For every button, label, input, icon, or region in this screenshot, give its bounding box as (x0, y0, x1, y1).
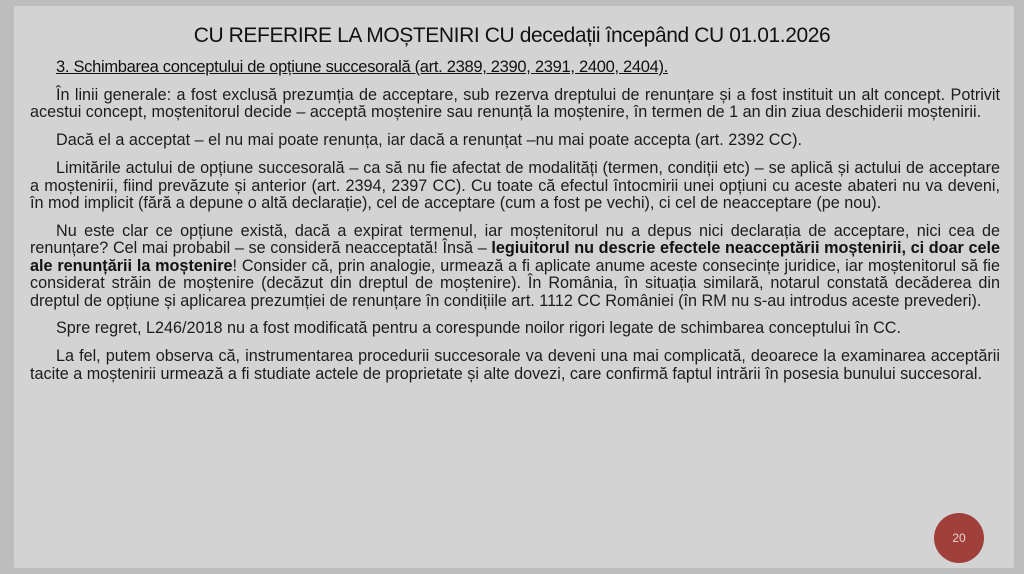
page-number-badge: 20 (934, 513, 984, 563)
paragraph-2: Dacă el a acceptat – el nu mai poate renunța, iar dacă a renunțat –nu mai poate accepta (art. 2392 CC). (56, 131, 802, 150)
paragraph-5: Spre regret, L246/2018 nu a fost modificată pentru a corespunde noilor rigori legate de schimbarea conceptului în CC. (56, 319, 901, 338)
paragraph-3: Limitările actului de opțiune succesorală – ca să nu fie afectat de modalități (termen, condiții etc) – se aplică și actului de acceptare a moștenirii, fiind prevăzute și anterior (art. 2394, 2397 CC). Cu toate că efectul întocmirii unei opțiuni cu aceste abateri nu va deveni, în mod implicit (fără a depune o altă declarație), cel de acceptare (cum a fost pe vechi), ci cel de neacceptare (pe nou). (30, 159, 1000, 213)
slide-title: CU REFERIRE LA MOȘTENIRI CU decedații începând CU 01.01.2026 (193, 24, 831, 47)
paragraph-6: La fel, putem observa că, instrumentarea procedurii succesorale va deveni una mai complicată, deoarece la examinarea acceptării tacite a moștenirii urmează a fi studiate actele de proprietate și alte dovezi, care confirmă faptul intrării în posesia bunului succesoral. (30, 347, 1000, 383)
slide-subtitle: 3. Schimbarea conceptului de opțiune succesorală (art. 2389, 2390, 2391, 2400, 2404). (56, 58, 669, 76)
paragraph-4-bold: legiuitorul nu descrie efectele neacceptării moștenirii, ci doar cele ale renunțării la moștenire (30, 239, 1000, 275)
paragraph-1: În linii generale: a fost exclusă prezumția de acceptare, sub rezerva dreptului de renunțare și a fost instituit un alt concept. Potrivit acestui concept, moștenitorul decide – acceptă moștenire sau renunță la moștenire, în termen de 1 an din ziua deschiderii moștenirii. (30, 86, 1000, 122)
slide-body (30, 87, 1000, 394)
paragraph-4-part-2: ! Consider că, prin analogie, urmează a fi aplicate anume aceste consecințe juridice, iar moștenitorul să fie considerat străin de moștenire (decăzut din dreptul de moștenire). În România, în situația similară, notarul constată decăderea din dreptul de opțiune și aplicarea prezumției de renunțare în condițiile art. 1112 CC României (în RM nu s-au introdus aceste prevederi). (30, 256, 1001, 310)
paragraph-4-part-1: Nu este clar ce opțiune există, dacă a expirat termenul, iar moștenitorul nu a depus nici declarația de acceptare, nici cea de renunțare? Cel mai probabil – se consideră neacceptată! Însă – (30, 221, 1000, 258)
paragraph-4 (30, 223, 1000, 310)
